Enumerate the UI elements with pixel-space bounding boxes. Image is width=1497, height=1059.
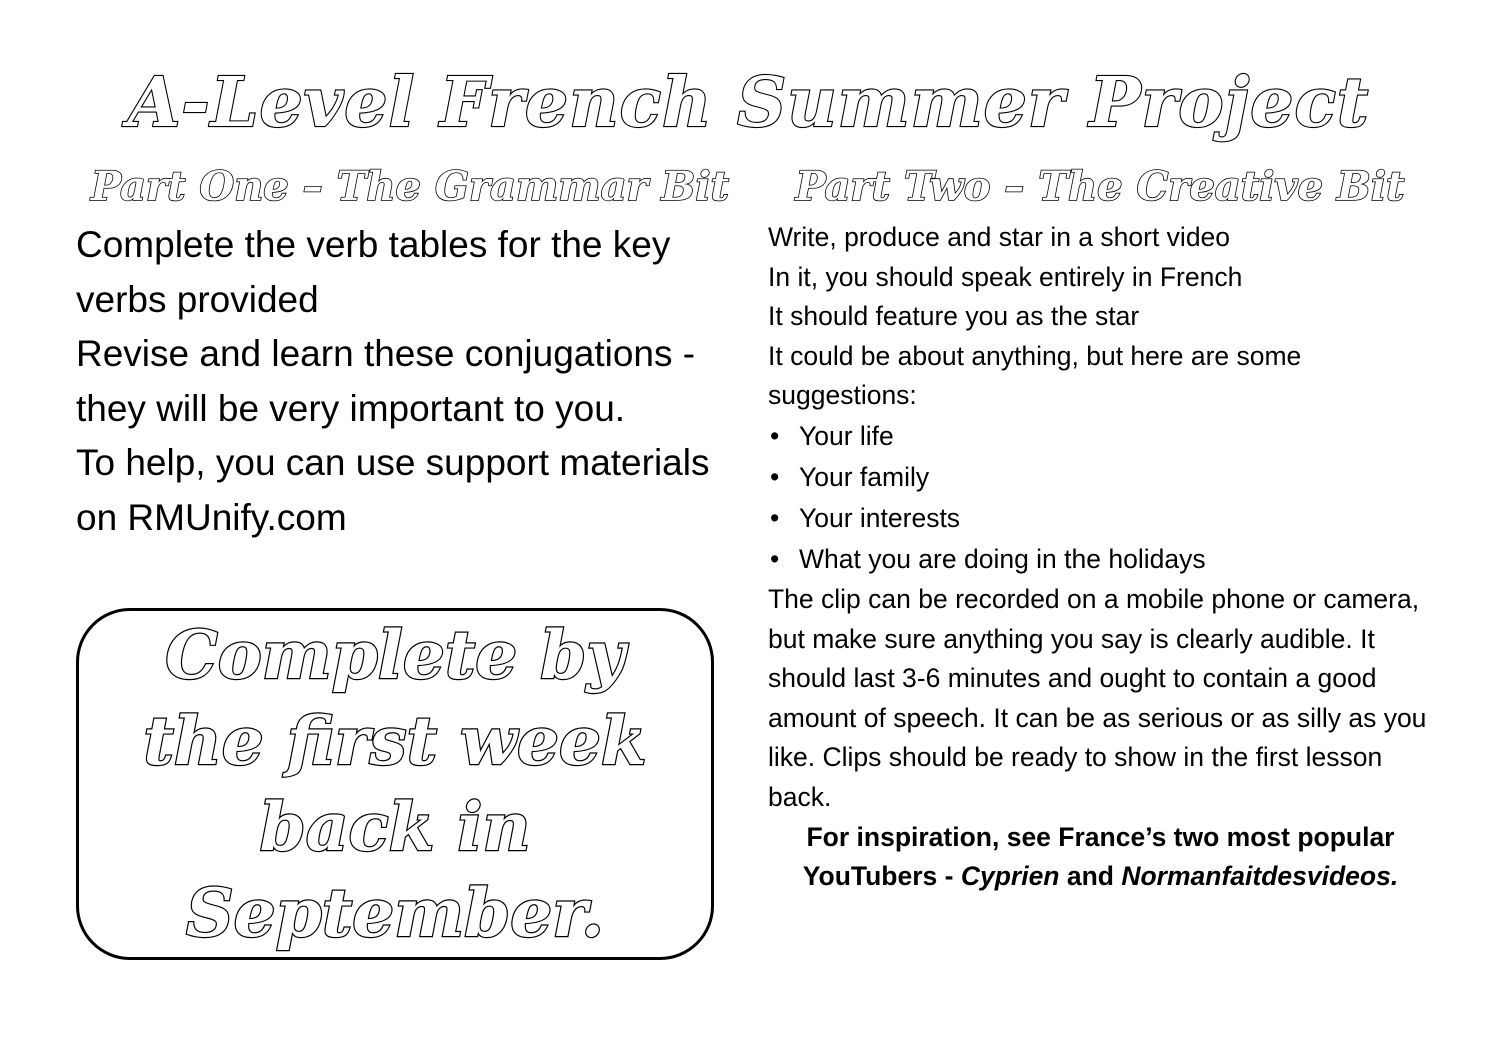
part-one-heading: Part One – The Grammar Bit [90,163,730,210]
deadline-box [76,608,714,960]
suggestion-text: Your family [799,461,930,492]
instruction-paragraph: Complete the verb tables for the key verbs provided [76,224,671,320]
instruction-paragraph: To help, you can use support materials on RMUnify.com [76,442,710,538]
suggestion-text: What you are doing in the holidays [799,543,1206,574]
list-item [768,498,1433,539]
bullet-icon: • [770,420,780,451]
intro-line: It should feature you as the star [768,301,1140,332]
bullet-icon: • [770,461,780,492]
part-two-instructions [768,218,1433,897]
youtuber-name: Cyprien [960,861,1060,892]
inspiration-note [768,818,1433,897]
youtuber-name: Normanfaitdesvideos. [1121,861,1399,892]
details-paragraph: The clip can be recorded on a mobile phone or camera, but make sure anything you say is clearly audible. It should last 3-6 minutes and ought to contain a good amount of speech. It can be as serious or as silly as you like. Clips should be ready to show in the first lesson back. [768,583,1427,812]
instruction-paragraph: Revise and learn these conjugations - they will be very important to you. [76,333,696,429]
page-title: A-Level French Summer Project [127,63,1370,143]
part-one-instructions [76,218,726,545]
intro-line: It could be about anything, but here are some suggestions: [768,340,1302,411]
suggestion-text: Your life [799,420,894,451]
part-two-heading: Part Two – The Creative Bit [795,163,1405,210]
list-item [768,416,1433,457]
bullet-icon: • [770,502,780,533]
inspiration-joiner: and [1059,861,1122,892]
bullet-icon: • [770,543,780,574]
list-item [768,539,1433,580]
suggestion-text: Your interests [799,502,961,533]
intro-line: In it, you should speak entirely in French [768,261,1243,292]
intro-line: Write, produce and star in a short video [768,222,1231,252]
deadline-text: Complete by the first week back in September. [143,616,647,952]
list-item [768,457,1433,498]
suggestion-list [768,416,1433,580]
inspiration-prefix: For inspiration, see France’s two most popular YouTubers - [802,821,1395,892]
